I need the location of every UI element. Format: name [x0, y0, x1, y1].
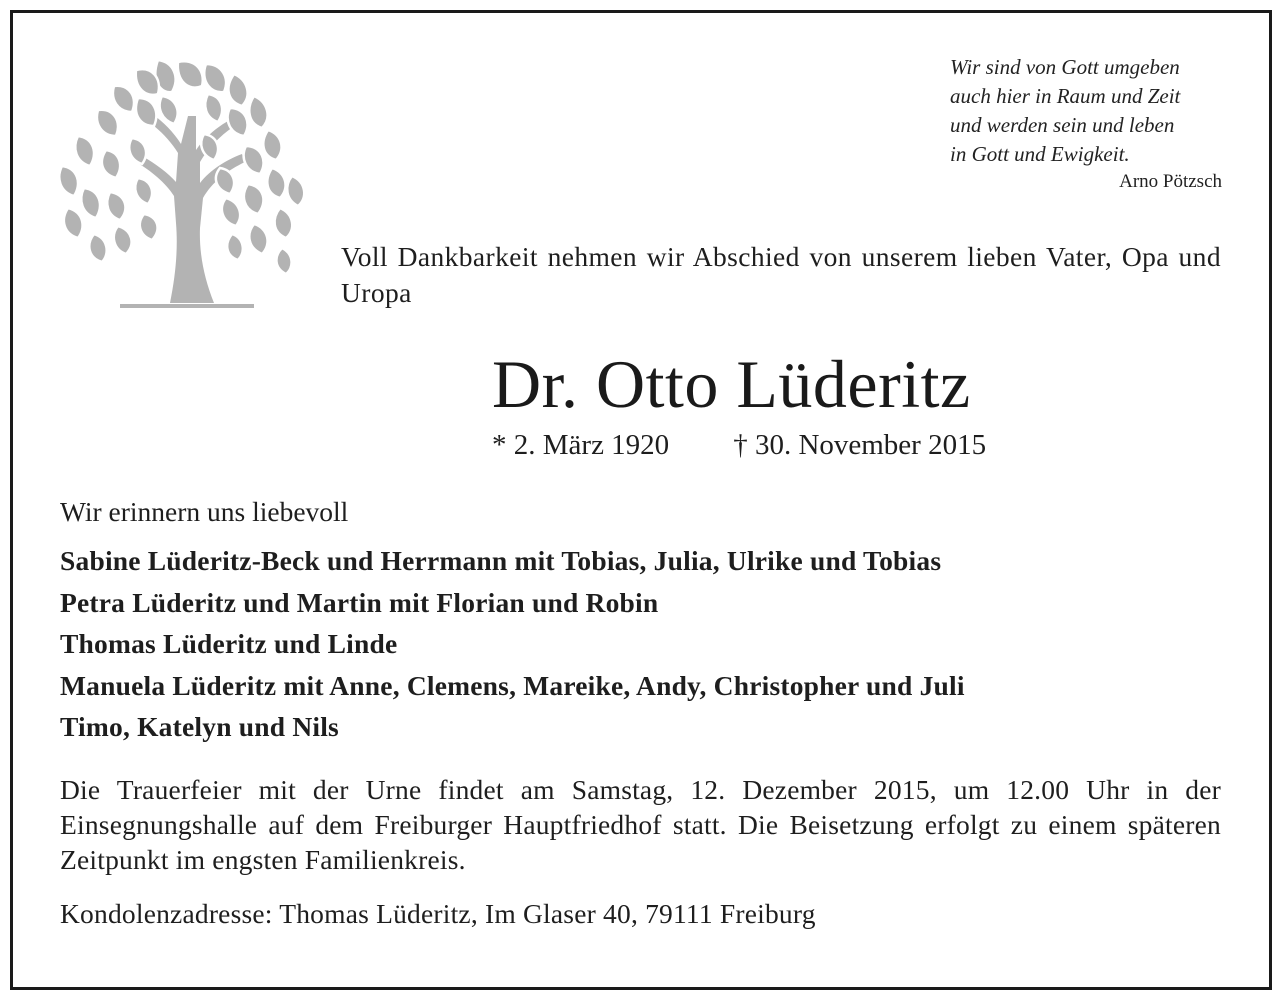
- intro-text: Voll Dankbarkeit nehmen wir Abschied von unserem lieben Vater, Opa und Uropa: [341, 241, 1221, 308]
- deceased-name: Dr. Otto Lüderitz: [492, 346, 971, 422]
- family-line: Sabine Lüderitz-Beck und Herrmann mit Tobias, Julia, Ulrike und Tobias: [60, 545, 942, 576]
- family-line: Petra Lüderitz und Martin mit Florian und Robin: [60, 586, 659, 618]
- poem-line: Wir sind von Gott umgeben: [950, 55, 1180, 79]
- family-list: [60, 540, 1220, 748]
- family-line: Manuela Lüderitz mit Anne, Clemens, Mareike, Andy, Christopher und Juli: [60, 669, 965, 701]
- family-line: Thomas Lüderitz und Linde: [60, 628, 398, 659]
- poem-author: Arno Pötzsch: [1119, 171, 1222, 192]
- birth-date: * 2. März 1920: [492, 429, 670, 461]
- tree-icon: [58, 58, 320, 308]
- poem-line: in Gott und Ewigkeit.: [950, 142, 1130, 166]
- life-dates: [492, 427, 986, 463]
- service-info: Die Trauerfeier mit der Urne findet am Samstag, 12. Dezember 2015, um 12.00 Uhr in der Einsegnungshalle auf dem Freiburger Hauptfriedhof statt. Die Beisetzung erfolgt zu einem späteren Zeitpunkt im engsten Familienkreis.: [60, 774, 1221, 875]
- poem-line: und werden sein und leben: [950, 113, 1175, 137]
- condolence-address: Kondolenzadresse: Thomas Lüderitz, Im Glaser 40, 79111 Freiburg: [60, 898, 816, 929]
- death-date: † 30. November 2015: [733, 429, 987, 461]
- poem: [892, 53, 1222, 195]
- poem-line: auch hier in Raum und Zeit: [950, 84, 1181, 108]
- family-line: Timo, Katelyn und Nils: [60, 711, 339, 742]
- remember-text: Wir erinnern uns liebevoll: [60, 496, 349, 527]
